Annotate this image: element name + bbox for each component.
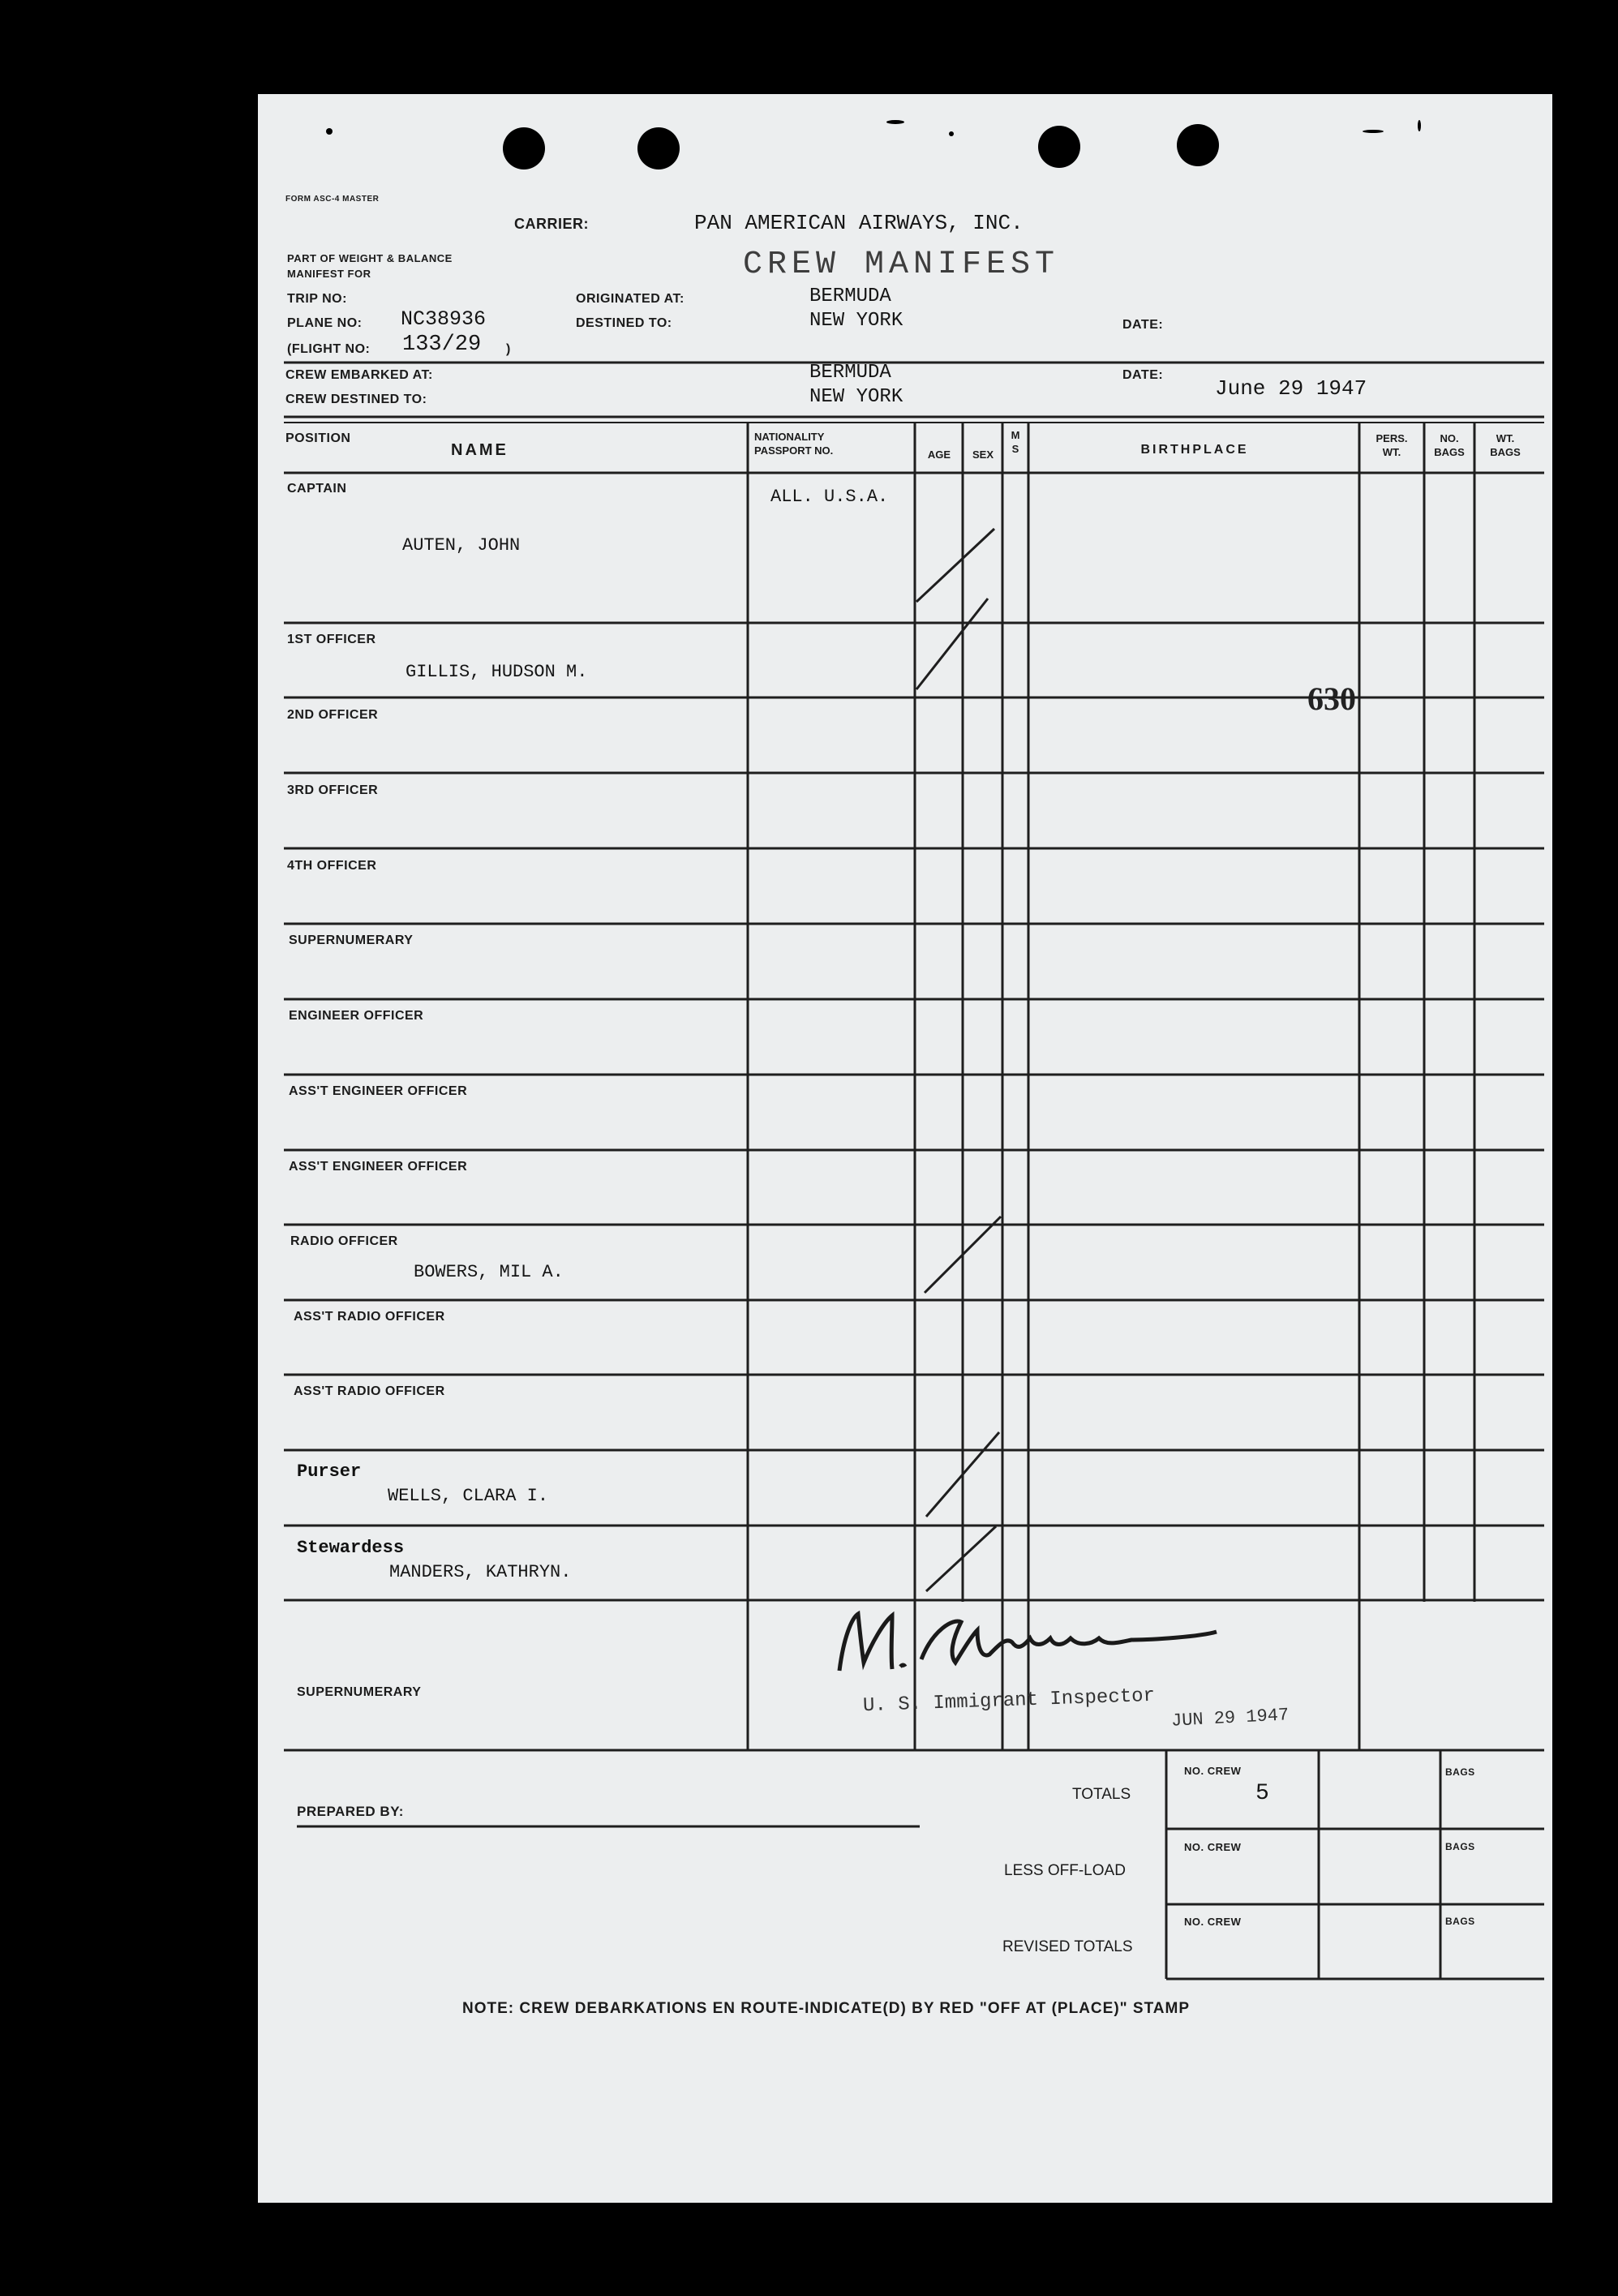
less-offload-label: LESS OFF-LOAD — [1004, 1862, 1126, 1879]
col-pers-wt: PERS. WT. — [1376, 432, 1408, 458]
col-nationality: NATIONALITY PASSPORT NO. — [754, 431, 834, 457]
row-position: CAPTAIN — [287, 482, 347, 496]
row-position: ASS'T ENGINEER OFFICER — [289, 1160, 468, 1174]
bags-label: BAGS — [1445, 1916, 1475, 1927]
row-name: WELLS, CLARA I. — [388, 1486, 549, 1506]
totals-label: TOTALS — [1072, 1786, 1131, 1803]
no-crew-label: NO. CREW — [1184, 1765, 1242, 1777]
row-position: ASS'T ENGINEER OFFICER — [289, 1084, 468, 1098]
crew-destined-label: CREW DESTINED TO: — [285, 393, 427, 406]
part-of-label: PART OF WEIGHT & BALANCE — [287, 252, 453, 264]
carrier-label: CARRIER: — [514, 216, 589, 232]
footer-note: NOTE: CREW DEBARKATIONS EN ROUTE-INDICATE(D) BY RED "OFF AT (PLACE)" STAMP — [462, 2000, 1191, 2017]
col-birthplace: BIRTHPLACE — [1140, 443, 1249, 457]
row-position: 3RD OFFICER — [287, 783, 379, 797]
bags-label: BAGS — [1445, 1841, 1475, 1852]
plane-no-label: PLANE NO: — [287, 316, 363, 330]
originated-label: ORIGINATED AT: — [576, 292, 685, 306]
embarked-value: BERMUDA — [809, 362, 891, 384]
date2-label: DATE: — [1122, 368, 1164, 382]
row-position: 2ND OFFICER — [287, 708, 379, 722]
row-position: Purser — [297, 1461, 362, 1482]
row-position: 1ST OFFICER — [287, 633, 376, 646]
flight-no-close: ) — [506, 342, 511, 356]
col-no-bags: NO. BAGS — [1434, 432, 1465, 458]
row-position: Stewardess — [297, 1538, 405, 1558]
row-name: AUTEN, JOHN — [402, 535, 521, 556]
prepared-by-label: PREPARED BY: — [297, 1804, 404, 1819]
row-nationality: ALL. U.S.A. — [770, 487, 889, 507]
row-position: ASS'T RADIO OFFICER — [294, 1384, 445, 1398]
plane-no: NC38936 — [401, 307, 487, 331]
manifest-title: CREW MANIFEST — [743, 247, 1060, 283]
date-label: DATE: — [1122, 318, 1164, 332]
row-position: SUPERNUMERARY — [289, 933, 414, 947]
flight-no: 133/29 — [402, 333, 482, 357]
row-position: ENGINEER OFFICER — [289, 1009, 424, 1023]
carrier-name: PAN AMERICAN AIRWAYS, INC. — [694, 211, 1024, 235]
revised-totals-label: REVISED TOTALS — [1002, 1938, 1133, 1955]
col-age: AGE — [927, 448, 951, 461]
bags-label: BAGS — [1445, 1766, 1475, 1778]
trip-no-label: TRIP NO: — [287, 292, 347, 306]
col-position: POSITION — [285, 431, 351, 445]
col-wt-bags: WT. BAGS — [1490, 432, 1521, 458]
manifest-date: June 29 1947 — [1215, 376, 1367, 401]
col-marital: M S — [1011, 429, 1020, 455]
col-sex: SEX — [972, 448, 994, 461]
row-name: BOWERS, MIL A. — [414, 1262, 564, 1282]
flight-no-label: (FLIGHT NO: — [287, 342, 371, 356]
inspector-stamp-date: JUN 29 1947 — [1170, 1705, 1290, 1732]
row-position: RADIO OFFICER — [290, 1234, 398, 1248]
embarked-label: CREW EMBARKED AT: — [285, 368, 433, 382]
crew-destined-value: NEW YORK — [809, 386, 903, 408]
weight-note: 630 — [1307, 680, 1356, 717]
col-name: NAME — [451, 441, 509, 459]
row-position: SUPERNUMERARY — [297, 1685, 422, 1699]
form-number: FORM ASC-4 MASTER — [285, 195, 380, 204]
row-position: ASS'T RADIO OFFICER — [294, 1310, 445, 1324]
totals-crew-count: 5 — [1255, 1781, 1269, 1806]
row-name: MANDERS, KATHRYN. — [389, 1562, 572, 1582]
no-crew-label: NO. CREW — [1184, 1841, 1242, 1853]
inspector-title: U. S. Immigrant Inspector — [862, 1684, 1156, 1718]
row-position: 4TH OFFICER — [287, 859, 377, 873]
no-crew-label: NO. CREW — [1184, 1916, 1242, 1928]
originated-value: BERMUDA — [809, 285, 891, 307]
row-name: GILLIS, HUDSON M. — [406, 662, 588, 682]
destined-label: DESTINED TO: — [576, 316, 672, 330]
manifest-for-label: MANIFEST FOR — [287, 268, 371, 280]
destined-value: NEW YORK — [809, 310, 903, 332]
